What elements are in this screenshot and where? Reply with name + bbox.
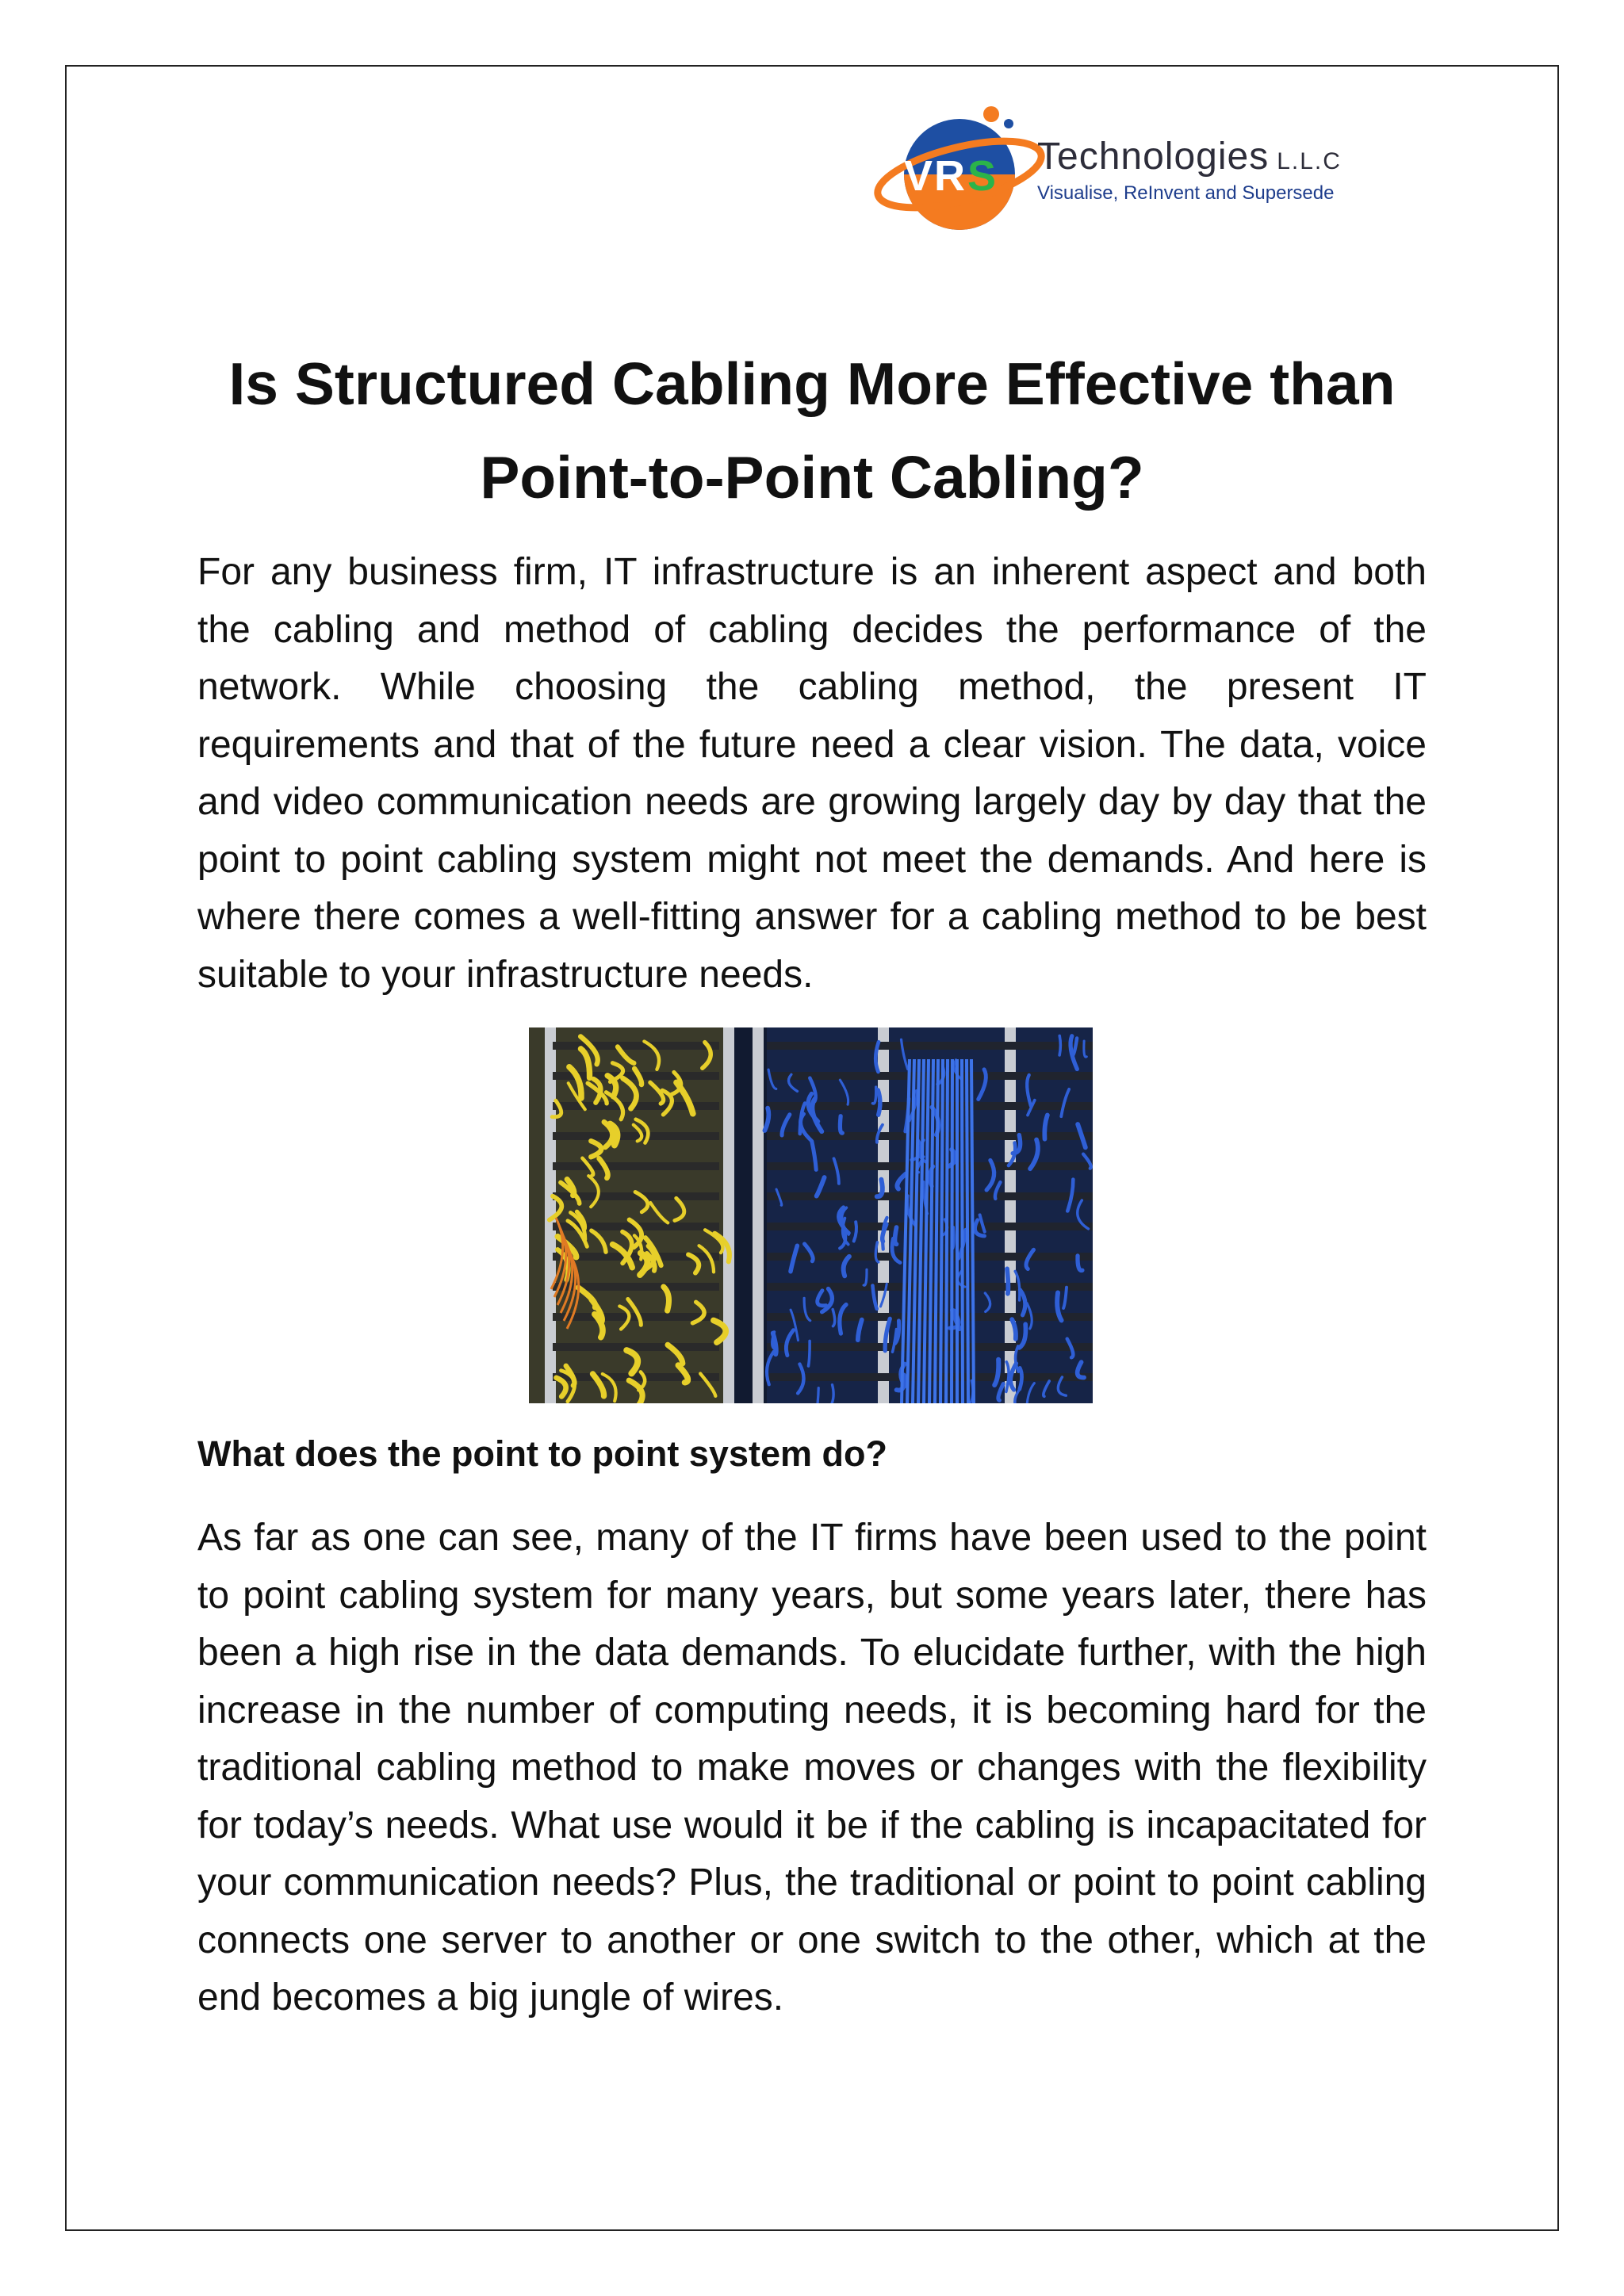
- intro-paragraph: For any business firm, IT infrastructure is an inherent aspect and both the cabling and method of cabling decides the performance of the network. While choosing the cabling method, the present IT requirements and that of the future need a clear vision. The data, voice and video communication needs are growing largely day by day that the point to point cabling system might not meet the demands. And here is where there comes a well-fitting answer for a cabling method to be best suitable to your infrastructure needs.: [197, 551, 1427, 996]
- svg-text:S: S: [967, 152, 997, 200]
- section-heading: What does the point to point system do?: [197, 1433, 887, 1474]
- article-title: Is Structured Cabling More Effective than Point-to-Point Cabling?: [228, 350, 1396, 511]
- company-logo: [872, 101, 1364, 244]
- logo-suffix: L.L.C: [1277, 148, 1342, 174]
- server-rack-cabling-photo: [529, 1027, 1093, 1403]
- vrs-globe-icon: [872, 101, 1047, 244]
- logo-name: Technologies L.L.C: [1037, 136, 1342, 178]
- svg-text:R: R: [934, 152, 965, 200]
- svg-text:V: V: [904, 152, 933, 200]
- section-paragraph: As far as one can see, many of the IT firms have been used to the point to point cabling system for many years, but some years later, there has been a high rise in the data demands. To elucidate further, with the high increase in the number of computing needs, it is becoming hard for the traditional cabling method to make moves or changes with the flexibility for today’s needs. What use would it be if the cabling is incapacitated for your communication needs? Plus, the traditional or point to point cabling connects one server to another or one switch to the other, which at the end becomes a big jungle of wires.: [197, 1517, 1427, 2019]
- logo-tagline: Visualise, ReInvent and Supersede: [1037, 182, 1335, 204]
